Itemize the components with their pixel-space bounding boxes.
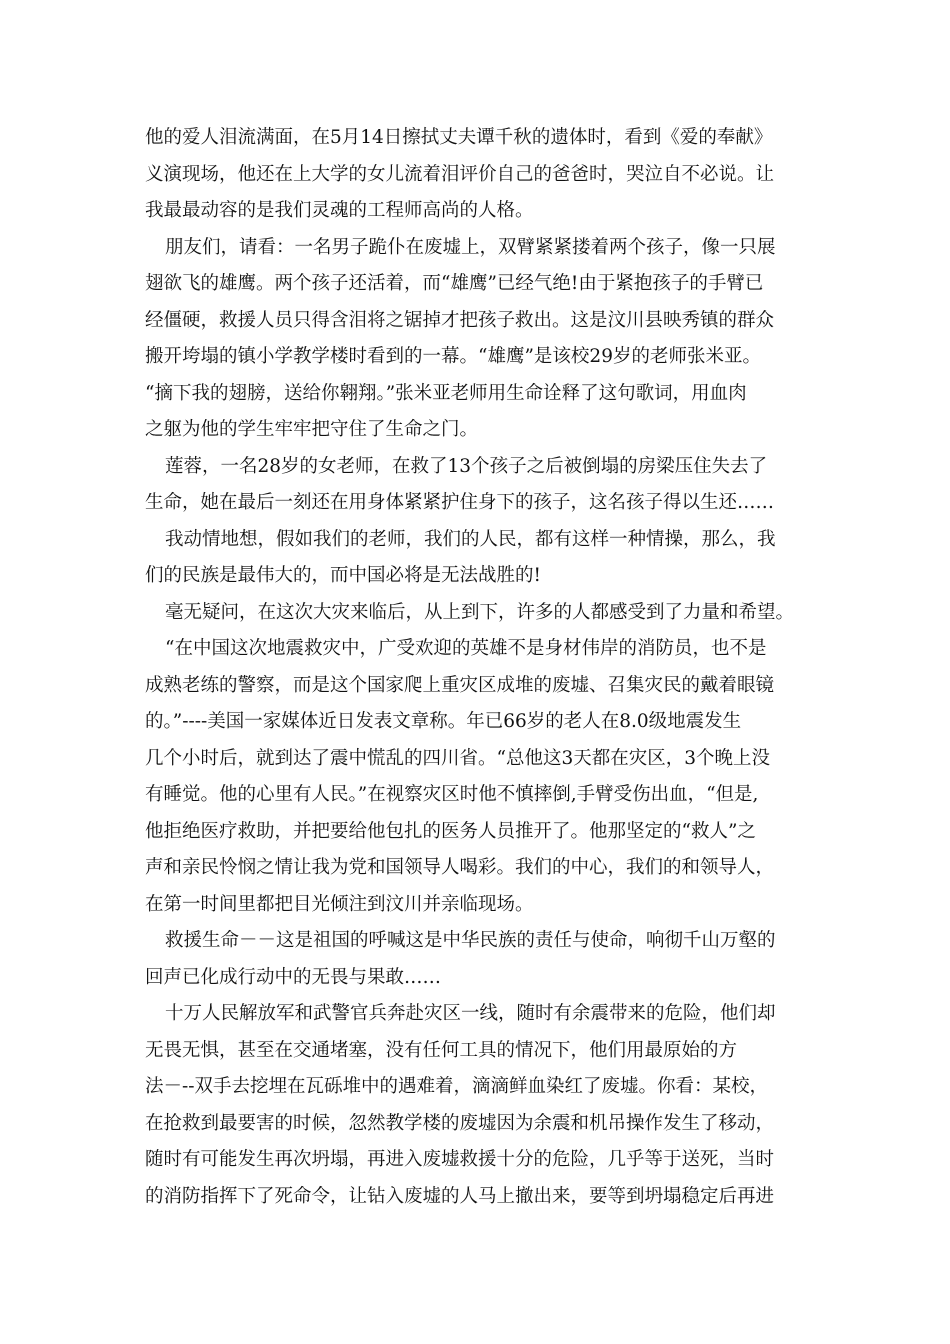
text-line: “摘下我的翅膀，送给你翱翔。”张米亚老师用生命诠释了这句歌词，用血肉 — [145, 382, 747, 404]
text-line: 随时有可能发生再次坍塌，再进入废墟救援十分的危险，几乎等于送死，当时 — [145, 1149, 775, 1170]
text-line: 生命，她在最后一刻还在用身体紧紧护住身下的孩子，这名孩子得以生还…… — [145, 492, 775, 513]
text-line: 无畏无惧，甚至在交通堵塞，没有任何工具的情况下，他们用最原始的方 — [145, 1039, 738, 1061]
text-line: 在第一时间里都把目光倾注到汶川并亲临现场。 — [145, 893, 534, 915]
text-line: 成熟老练的警察，而是这个国家爬上重灾区成堆的废墟、召集灾民的戴着眼镜 — [145, 674, 775, 696]
text-line: 搬开垮塌的镇小学教学楼时看到的一幕。“雄鹰”是该校29岁的老师张米亚。 — [145, 346, 761, 367]
text-line: 声和亲民怜悯之情让我为党和国领导人喝彩。我们的中心，我们的和领导人， — [145, 857, 775, 878]
paragraph-start-line: 我动情地想，假如我们的老师，我们的人民，都有这样一种情操，那么，我 — [165, 528, 776, 550]
paragraph-start-line: 毫无疑问，在这次大灾来临后，从上到下，许多的人都感受到了力量和希望。 — [165, 601, 795, 623]
article-body — [145, 120, 805, 1215]
paragraph-start-line: 朋友们，请看：一名男子跪仆在废墟上，双臂紧紧搂着两个孩子，像一只展 — [165, 236, 776, 258]
text-line: 他拒绝医疗救助，并把要给他包扎的医务人员推开了。他那坚定的“救人”之 — [145, 820, 756, 842]
text-line: 的。”----美国一家媒体近日发表文章称。年已66岁的老人在8.0级地震发生 — [145, 711, 742, 732]
text-line: 他的爱人泪流满面，在5月14日擦拭丈夫谭千秋的遗体时，看到《爱的奉献》 — [145, 127, 773, 148]
text-line: 经僵硬，救援人员只得含泪将之锯掉才把孩子救出。这是汶川县映秀镇的群众 — [145, 309, 775, 331]
text-line: 回声已化成行动中的无畏与果敢…… — [145, 966, 442, 988]
text-line: 几个小时后，就到达了震中慌乱的四川省。“总他这3天都在灾区，3个晚上没 — [145, 747, 771, 769]
text-line: 在抢救到最要害的时候，忽然教学楼的废墟因为余震和机吊操作发生了移动， — [145, 1112, 775, 1134]
text-line: 之躯为他的学生牢牢把守住了生命之门。 — [145, 419, 479, 440]
text-line: 义演现场，他还在上大学的女儿流着泪评价自己的爸爸时，哭泣自不必说。让 — [145, 163, 775, 185]
text-line: 我最最动容的是我们灵魂的工程师高尚的人格。 — [145, 200, 534, 221]
paragraph-start-line: “在中国这次地震救灾中，广受欢迎的英雄不是身材伟岸的消防员，也不是 — [165, 638, 767, 659]
paragraph-start-line: 莲蓉，一名28岁的女老师，在救了13个孩子之后被倒塌的房梁压住失去了 — [165, 455, 768, 477]
text-line: 法－--双手去挖埋在瓦砾堆中的遇难着，滴滴鲜血染红了废墟。你看：某校， — [145, 1076, 769, 1097]
text-line: 们的民族是最伟大的，而中国必将是无法战胜的! — [145, 565, 541, 586]
text-line: 翅欲飞的雄鹰。两个孩子还活着，而“雄鹰”已经气绝!由于紧抱孩子的手臂已 — [145, 273, 764, 294]
paragraph-start-line: 十万人民解放军和武警官兵奔赴灾区一线，随时有余震带来的危险，他们却 — [165, 1003, 776, 1024]
paragraph-start-line: 救援生命－－这是祖国的呼喊这是中华民族的责任与使命，响彻千山万壑的 — [165, 930, 776, 951]
text-line: 的消防指挥下了死命令，让钻入废墟的人马上撤出来，要等到坍塌稳定后再进 — [145, 1185, 775, 1207]
text-line: 有睡觉。他的心里有人民。”在视察灾区时他不慎摔倒,手臂受伤出血，“但是, — [145, 784, 759, 805]
